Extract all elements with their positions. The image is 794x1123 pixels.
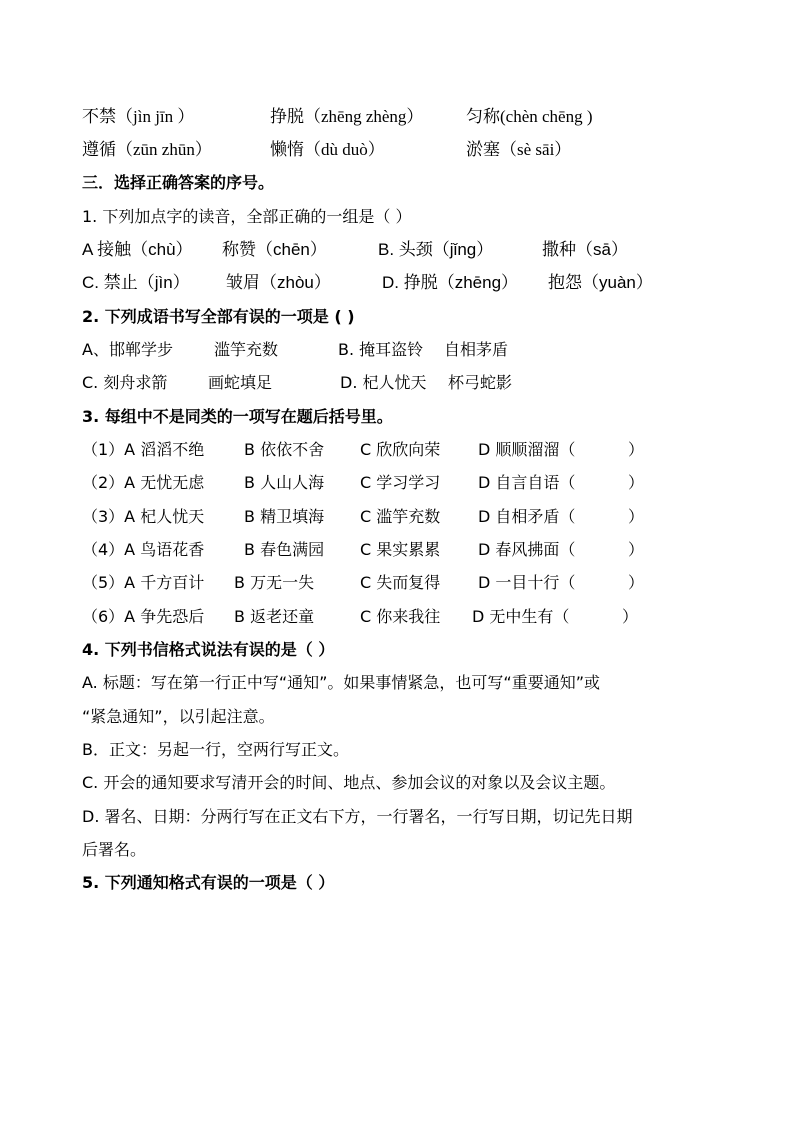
question-2-stem: 2. 下列成语书写全部有误的一项是 ( ) [82,307,355,326]
option-c: C 学习学习 [360,473,441,492]
option-c: C 你来我往 [360,607,441,626]
section-title: 三．选择正确答案的序号。 [82,173,275,192]
option-c: C 失而复得 [360,573,441,592]
group-label-a: （4）A 鸟语花香 [82,540,205,559]
option: A、邯郸学步 [82,340,173,359]
option-d: D 无中生有（ [472,607,570,626]
option-c: C 果实累累 [360,540,441,559]
option: 撒种（sā） [542,240,628,259]
option-d: D 自相矛盾（ [478,507,576,526]
option-c: C 滥竽充数 [360,507,441,526]
option-c: C 欣欣向荣 [360,440,441,459]
option-d: D 春风拂面（ [478,540,576,559]
option-b: B 依依不舍 [244,440,325,459]
question-5-stem: 5. 下列通知格式有误的一项是（ ） [82,873,335,892]
option: 画蛇填足 [208,373,273,392]
option-b: B 精卫填海 [244,507,325,526]
option: 滥竽充数 [214,340,279,359]
option-d: D 自言自语（ [478,473,576,492]
pinyin-item: 淤塞（sè sāi） [466,140,572,159]
pinyin-item: 不禁（jìn jīn ） [82,107,195,126]
option: B. 头颈（jǐng） [378,240,494,259]
group-label-a: （2）A 无忧无虑 [82,473,205,492]
answer-paren: ） [628,507,645,526]
option: C. 刻舟求箭 [82,373,168,392]
option-d: D 顺顺溜溜（ [478,440,576,459]
answer-paren: ） [628,473,645,492]
option-b: B 返老还童 [234,607,315,626]
option: 抱怨（yuàn） [548,273,653,292]
question-4-option-c: C. 开会的通知要求写清开会的时间、地点、参加会议的对象以及会议主题。 [82,773,616,792]
answer-paren: ） [628,573,645,592]
option-b: B 人山人海 [244,473,325,492]
option: 杯弓蛇影 [448,373,513,392]
pinyin-item: 懒惰（dù duò） [270,140,385,159]
answer-paren: ） [628,440,645,459]
option: 自相茅盾 [444,340,509,359]
pinyin-item: 匀称(chèn chēng ) [466,107,593,126]
option: 称赞（chēn） [222,240,327,259]
option-b: B 万无一失 [234,573,315,592]
question-3-stem: 3. 每组中不是同类的一项写在题后括号里。 [82,407,393,426]
option: 皱眉（zhòu） [226,273,331,292]
group-label-a: （3）A 杞人忧天 [82,507,205,526]
answer-paren: ） [628,540,645,559]
option: A 接触（chù） [82,240,193,259]
group-label-a: （1）A 滔滔不绝 [82,440,205,459]
option: D. 杞人忧天 [340,373,427,392]
pinyin-item: 挣脱（zhēng zhèng） [270,107,424,126]
question-4-option-b: B．正文：另起一行，空两行写正文。 [82,740,349,759]
question-4-option-d: D. 署名、日期：分两行写在正文右下方，一行署名，一行写日期，切记先日期 [82,807,633,826]
question-4-option-a: A. 标题：写在第一行正中写“通知”。如果事情紧急，也可写“重要通知”或 [82,673,600,692]
option: B. 掩耳盗铃 [338,340,424,359]
question-1-stem: 1. 下列加点字的读音，全部正确的一组是（ ） [82,207,412,226]
option: D. 挣脱（zhēng） [382,273,519,292]
question-4-stem: 4. 下列书信格式说法有误的是（ ） [82,640,335,659]
group-label-a: （6）A 争先恐后 [82,607,205,626]
answer-paren: ） [622,607,639,626]
question-4-option-a-cont: “紧急通知”，以引起注意。 [82,707,275,726]
pinyin-item: 遵循（zūn zhūn） [82,140,212,159]
option-d: D 一目十行（ [478,573,576,592]
option: C. 禁止（jìn） [82,273,190,292]
option-b: B 春色满园 [244,540,325,559]
question-4-option-d-cont: 后署名。 [82,840,147,859]
group-label-a: （5）A 千方百计 [82,573,205,592]
